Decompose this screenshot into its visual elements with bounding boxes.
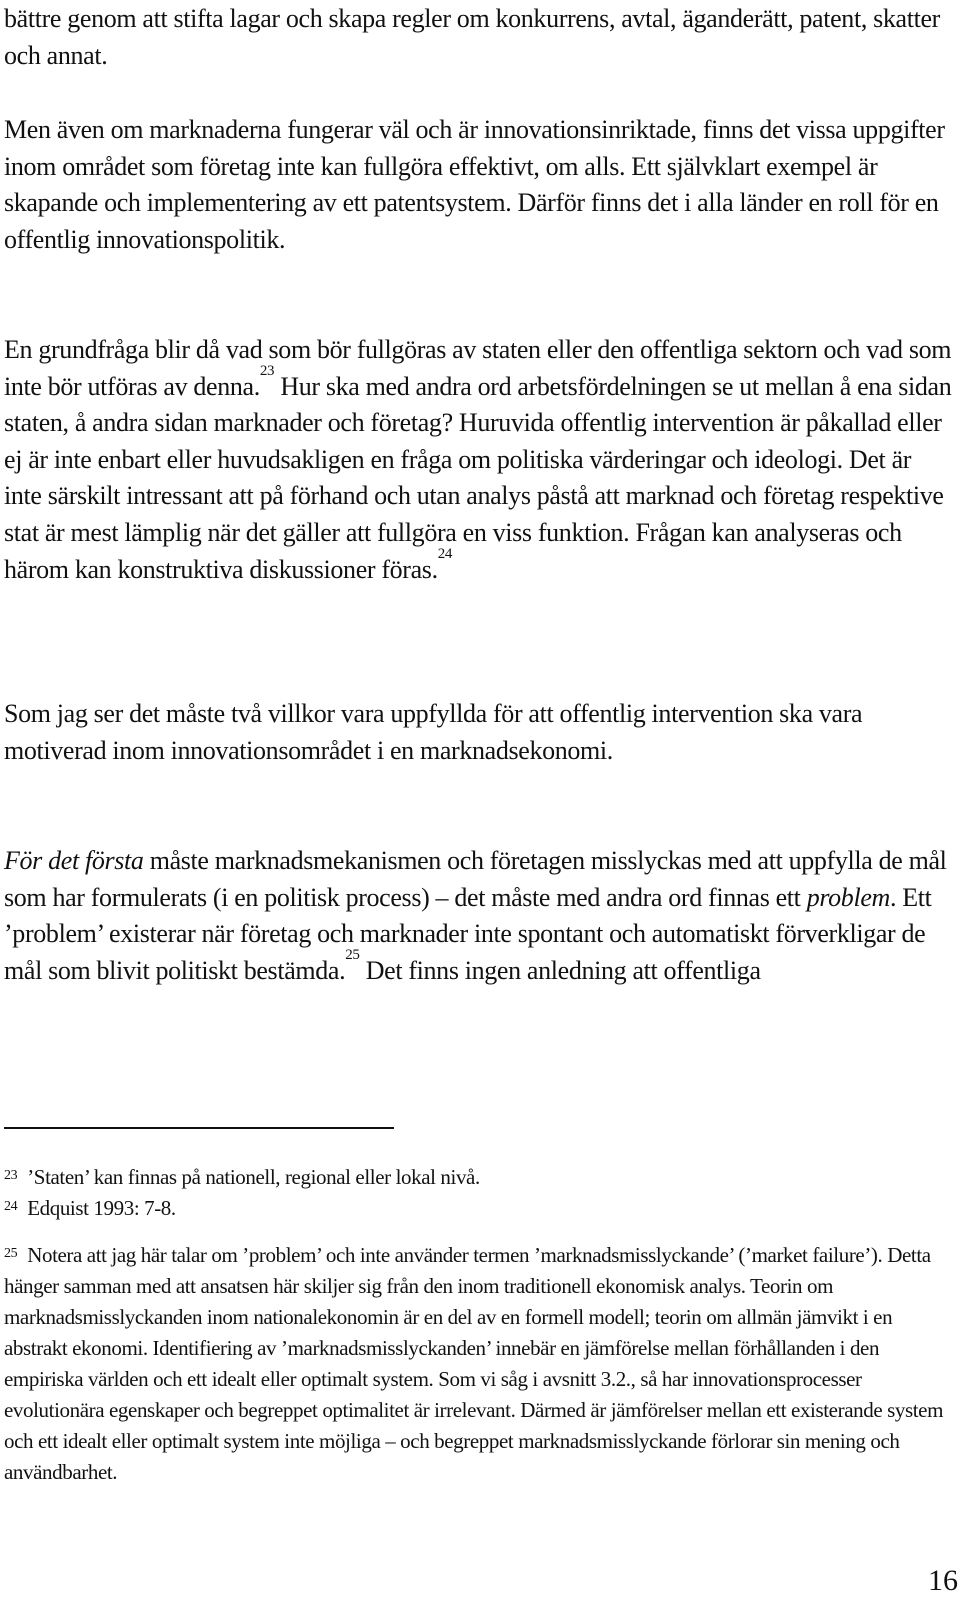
paragraph-5 bbox=[4, 843, 954, 989]
paragraph-3-text-a: En grundfråga blir då vad som bör fullgöras av staten eller den offentliga sektorn och vad som inte bör utföras av denna. bbox=[4, 335, 952, 401]
footnote-23 bbox=[4, 1162, 954, 1193]
paragraph-4: Som jag ser det måste två villkor vara uppfyllda för att offentlig intervention ska vara motiverad inom innovationsområdet i en marknadsekonomi. bbox=[4, 699, 863, 765]
emphasis-problem: problem bbox=[806, 882, 890, 912]
footnote-text: Notera att jag här talar om ’problem’ och inte använder termen ’marknadsmisslyckande’ (’market failure’). Detta hänger samman med att ansatsen här skiljer sig från den inom traditionell ekonomisk analys. Teorin om marknadsmisslyckanden inom nationalekonomin är en del av en formell modell; teorin om allmän jämvikt i en abstrakt ekonomi. Identifiering av ’marknadsmisslyckanden’ innebär en jämförelse mellan förhållanden i den empiriska världen och ett idealt eller optimalt system. Som vi såg i avsnitt 3.2., så har innovationsprocesser evolutionära egenskaper och begreppet optimalitet är irrelevant. Därmed är jämförelser mellan ett existerande system och ett idealt eller optimalt system inte möjliga – och begreppet marknadsmisslyckande förlorar sin mening och användbarhet. bbox=[4, 1243, 944, 1484]
footnote-ref-24[interactable]: 24 bbox=[437, 545, 453, 562]
paragraph-3-text-b: Hur ska med andra ord arbetsfördelningen se ut mellan å ena sidan staten, å andra sidan marknader och företag? Huruvida offentlig intervention är påkallad eller ej är inte enbart eller huvudsakligen en fråga om politiska värderingar och ideologi. Det är inte särskilt intressant att på förhand och utan analys påstå att marknad och företag respektive stat är mest lämplig när det gäller att fullgöra en viss funktion. Frågan kan analyseras och härom kan konstruktiva diskussioner föras. bbox=[4, 371, 952, 584]
paragraph-1: bättre genom att stifta lagar och skapa regler om konkurrens, avtal, äganderätt, patent, skatter och annat. bbox=[4, 4, 940, 70]
emphasis-for-det-forsta: För det första bbox=[4, 846, 144, 875]
page-number: 16 bbox=[928, 1564, 958, 1597]
paragraph-5-text-a: måste marknadsmekanismen och företagen misslyckas med att uppfylla de mål som har formulerats (i en politisk process) – det måste med andra ord finnas ett bbox=[4, 846, 947, 912]
footnote-number: 23 bbox=[4, 1168, 18, 1183]
footnote-number: 24 bbox=[4, 1199, 18, 1214]
footnote-text: Edquist 1993: 7-8. bbox=[27, 1196, 176, 1220]
footnote-25 bbox=[4, 1240, 954, 1488]
footnote-number: 25 bbox=[4, 1246, 18, 1261]
paragraph-2: Men även om marknaderna fungerar väl och är innovationsinriktade, finns det vissa uppgifter inom området som företag inte kan fullgöra effektivt, om alls. Ett självklart exempel är skapande och implementering av ett patentsystem. Därför finns det i alla länder en roll för en offentlig innovationspolitik. bbox=[4, 115, 945, 254]
footnote-divider bbox=[4, 1127, 394, 1129]
footnote-ref-25[interactable]: 25 bbox=[345, 946, 360, 963]
paragraph-5-text-c: Det finns ingen anledning att offentliga bbox=[359, 955, 761, 985]
footnote-text: ’Staten’ kan finnas på nationell, regional eller lokal nivå. bbox=[27, 1165, 480, 1189]
footnote-24 bbox=[4, 1193, 954, 1224]
footnote-ref-23[interactable]: 23 bbox=[259, 362, 275, 379]
paragraph-3 bbox=[4, 332, 954, 588]
paragraph-5-text-b: . Ett ’problem’ existerar när företag och marknader inte spontant och automatiskt förverkligar de mål som blivit politiskt bestämda. bbox=[4, 882, 932, 985]
